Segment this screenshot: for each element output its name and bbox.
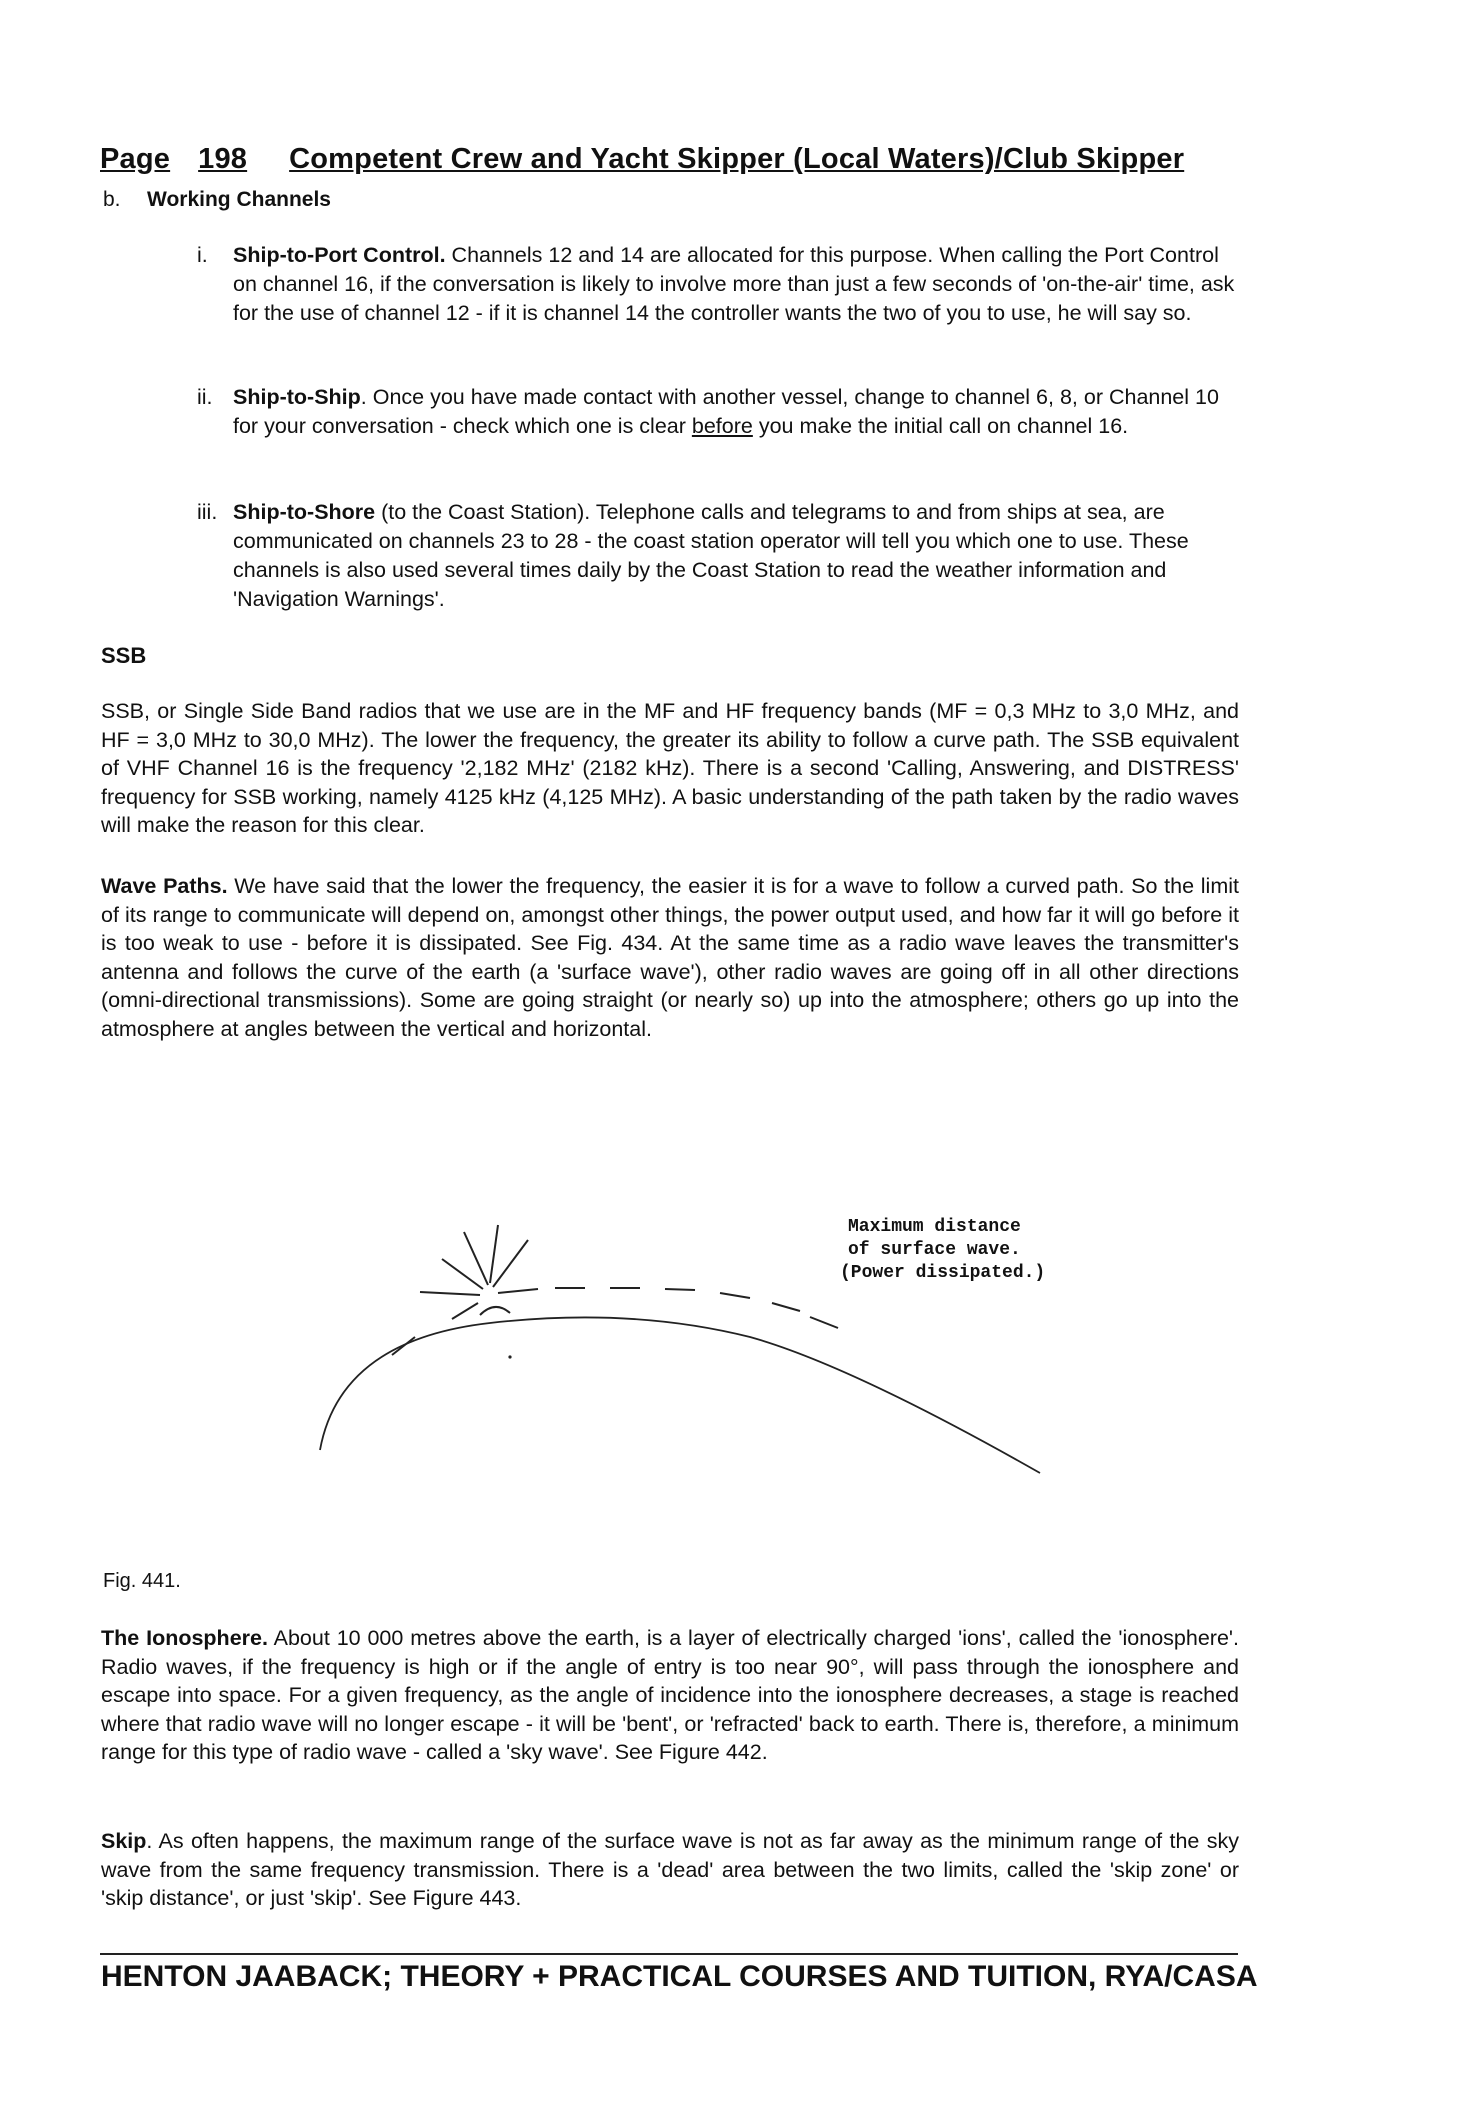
radiation-ray — [420, 1292, 480, 1295]
footer-rule — [100, 1953, 1238, 1955]
section-letter: b. — [103, 188, 121, 211]
item-text: you make the initial call on channel 16. — [752, 414, 1129, 438]
ssb-heading: SSB — [101, 643, 147, 668]
annotation-line-1: Maximum distance — [848, 1217, 1021, 1237]
page-header — [100, 143, 1230, 176]
paragraph-lead: Wave Paths. — [101, 874, 228, 898]
annotation-line-3: (Power dissipated.) — [840, 1263, 1046, 1283]
radiation-ray — [442, 1259, 483, 1289]
section-heading: Working Channels — [147, 188, 331, 211]
item-number: ii. — [197, 385, 213, 409]
channel-item-ship-to-port — [197, 241, 1237, 328]
radiation-ray — [452, 1303, 478, 1319]
channel-item-ship-to-ship — [197, 383, 1237, 441]
surface-wave-diagram — [280, 1195, 1150, 1525]
item-text: Channels 12 and 14 are allocated for this purpose. When calling the Port Control on channel 16, if the conversation is likely to involve more than just a few seconds of 'on-the-air' time, ask for the use of channel 12 - if it is channel 14 the controller wants the two of you to use, he will say so. — [233, 243, 1235, 325]
paragraph-text: . As often happens, the maximum range of the surface wave is not as far away as the minimum range of the sky wave from the same frequency transmission. There is a 'dead' area between the two limits, called the 'skip zone' or 'skip distance', or just 'skip'. See Figure 443. — [101, 1829, 1239, 1910]
page-footer: HENTON JAABACK; THEORY + PRACTICAL COURSES AND TUITION, RYA/CASA — [101, 1960, 1258, 1993]
item-lead: Ship-to-Ship — [233, 385, 361, 409]
item-text: . Once you have made contact with another vessel, change to channel 6, 8, or Channel 10 for your conversation - check which one is clear — [233, 385, 1219, 438]
skip-paragraph — [101, 1827, 1239, 1913]
paragraph-lead: The Ionosphere. — [101, 1626, 268, 1650]
diagram-svg — [280, 1195, 1150, 1525]
item-lead: Ship-to-Port Control. — [233, 243, 446, 267]
item-number: i. — [197, 243, 208, 267]
wave-paths-paragraph — [101, 872, 1239, 1043]
item-lead: Ship-to-Shore — [233, 500, 376, 524]
page-label: Page — [100, 143, 171, 175]
radiation-ray — [498, 1289, 538, 1293]
ssb-intro-paragraph: SSB, or Single Side Band radios that we use are in the MF and HF frequency bands (MF = 0,3 MHz to 3,0 MHz, and HF = 3,0 MHz to 30,0 MHz). The lower the frequency, the greater its ability to follow a curve path. The SSB equivalent of VHF Channel 16 is the frequency '2,182 MHz' (2182 kHz). There is a second 'Calling, Answering, and DISTRESS' frequency for SSB working, namely 4125 kHz (4,125 MHz). A basic understanding of the path taken by the radio waves will make the reason for this clear. — [101, 699, 1239, 837]
paragraph-text: We have said that the lower the frequency, the easier it is for a wave to follow a curved path. So the limit of its range to communicate will depend on, amongst other things, the power output used, and how far it will go before it is too weak to use - before it is dissipated. See Fig. 434. At the same time as a radio wave leaves the transmitter's antenna and follows the curve of the earth (a 'surface wave'), other radio waves are going off in all other directions (omni-directional transmissions). Some are going straight (or nearly so) up into the atmosphere; others go up into the atmosphere at angles between the vertical and horizontal. — [101, 874, 1239, 1041]
radiation-ray — [490, 1225, 498, 1283]
surface-wave-dash — [810, 1317, 838, 1328]
radiation-ray — [493, 1240, 528, 1287]
radiation-ray — [392, 1337, 415, 1355]
annotation-line-2: of surface wave. — [848, 1240, 1021, 1260]
book-title: Competent Crew and Yacht Skipper (Local Waters)/Club Skipper — [289, 143, 1185, 175]
paragraph-text: About 10 000 metres above the earth, is a layer of electrically charged 'ions', called the 'ionosphere'. Radio waves, if the frequency is high or if the angle of entry is too near 90°, will pass through the ionosphere and escape into space. For a given frequency, as the angle of incidence into the ionosphere decreases, a stage is reached where that radio wave will no longer escape - it will be 'bent', or 'refracted' back to earth. There is, therefore, a minimum range for this type of radio wave - called a 'sky wave'. See Figure 442. — [101, 1626, 1239, 1764]
surface-wave-dash — [665, 1289, 695, 1290]
antenna-base — [480, 1307, 510, 1315]
item-number: iii. — [197, 500, 218, 524]
item-text: (to the Coast Station). Telephone calls and telegrams to and from ships at sea, are communicated on channels 23 to 28 - the coast station operator will tell you which one to use. These channels is also used several times daily by the Coast Station to read the weather information and 'Navigation Warnings'. — [233, 500, 1189, 611]
surface-wave-dash — [772, 1303, 800, 1311]
earth-curve — [320, 1317, 1040, 1473]
paragraph-lead: Skip — [101, 1829, 147, 1853]
surface-wave-dash — [720, 1293, 750, 1298]
figure-caption: Fig. 441. — [103, 1570, 181, 1592]
dot-mark — [508, 1355, 511, 1358]
page-number: 198 — [198, 143, 248, 175]
channel-item-ship-to-shore — [197, 498, 1237, 614]
working-channels-heading — [103, 188, 331, 212]
ionosphere-paragraph — [101, 1624, 1239, 1767]
item-text-underlined: before — [691, 414, 753, 438]
